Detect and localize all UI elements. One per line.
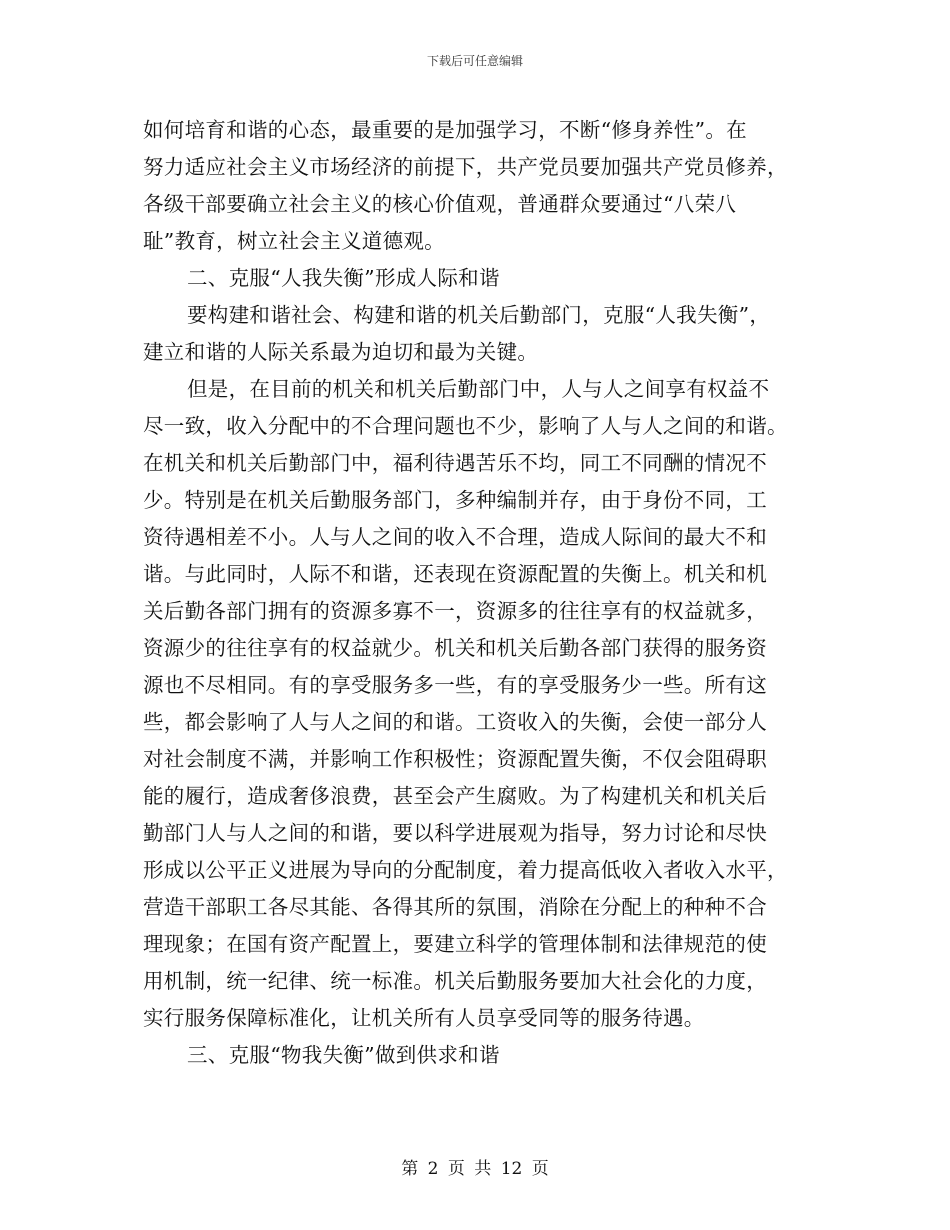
text-line: 关后勤各部门拥有的资源多寡不一，资源多的往往享有的权益就多， [143,599,767,623]
paragraph-start-line: 要构建和谐社会、构建和谐的机关后勤部门，克服“人我失衡”， [187,303,771,327]
text-line: 源也不尽相同。有的享受服务多一些，有的享受服务少一些。所有这 [143,673,767,697]
text-line: 能的履行，造成奢侈浪费，甚至会产生腐败。为了构建机关和机关后 [143,784,767,808]
paragraph-start-line: 三、克服“物我失衡”做到供求和谐 [187,1043,500,1067]
page-header: 下载后可任意编辑 [426,54,523,68]
text-line: 建立和谐的人际关系最为迫切和最为关键。 [143,340,539,364]
text-line: 些，都会影响了人与人之间的和谐。工资收入的失衡，会使一部分人 [143,710,767,734]
paragraph-start-line: 但是，在目前的机关和机关后勤部门中，人与人之间享有权益不 [187,377,770,401]
text-line: 资待遇相差不小。人与人之间的收入不合理，造成人际间的最大不和 [143,525,767,549]
text-line: 理现象；在国有资产配置上，要建立科学的管理体制和法律规范的使 [143,932,767,956]
text-line: 尽一致，收入分配中的不合理问题也不少，影响了人与人之间的和谐。 [143,414,788,438]
text-line: 勤部门人与人之间的和谐，要以科学进展观为指导，努力讨论和尽快 [143,821,767,845]
text-line: 实行服务保障标准化，让机关所有人员享受同等的服务待遇。 [143,1006,705,1030]
text-line: 各级干部要确立社会主义的核心价值观，普通群众要通过“八荣八 [143,192,737,216]
paragraph-start-line: 二、克服“人我失衡”形成人际和谐 [187,266,500,290]
text-line: 形成以公平正义进展为导向的分配制度，着力提高低收入者收入水平， [143,858,788,882]
document-body [143,112,811,1074]
text-line: 营造干部职工各尽其能、各得其所的氛围，消除在分配上的种种不合 [143,895,767,919]
text-line: 对社会制度不满，并影响工作积极性；资源配置失衡，不仅会阻碍职 [143,747,767,771]
text-line: 努力适应社会主义市场经济的前提下，共产党员要加强共产党员修养， [143,155,788,179]
text-line: 少。特别是在机关后勤服务部门，多种编制并存，由于身份不同，工 [143,488,767,512]
text-line: 如何培育和谐的心态，最重要的是加强学习，不断“修身养性”。在 [143,118,747,142]
text-line: 用机制，统一纪律、统一标准。机关后勤服务要加大社会化的力度， [143,969,767,993]
text-line: 谐。与此同时，人际不和谐，还表现在资源配置的失衡上。机关和机 [143,562,767,586]
text-line: 在机关和机关后勤部门中，福利待遇苦乐不均，同工不同酬的情况不 [143,451,767,475]
text-line: 耻”教育，树立社会主义道德观。 [143,229,445,253]
text-line: 资源少的往往享有的权益就少。机关和机关后勤各部门获得的服务资 [143,636,767,660]
page-footer-page-number: 第 2 页 共 12 页 [401,1159,549,1179]
